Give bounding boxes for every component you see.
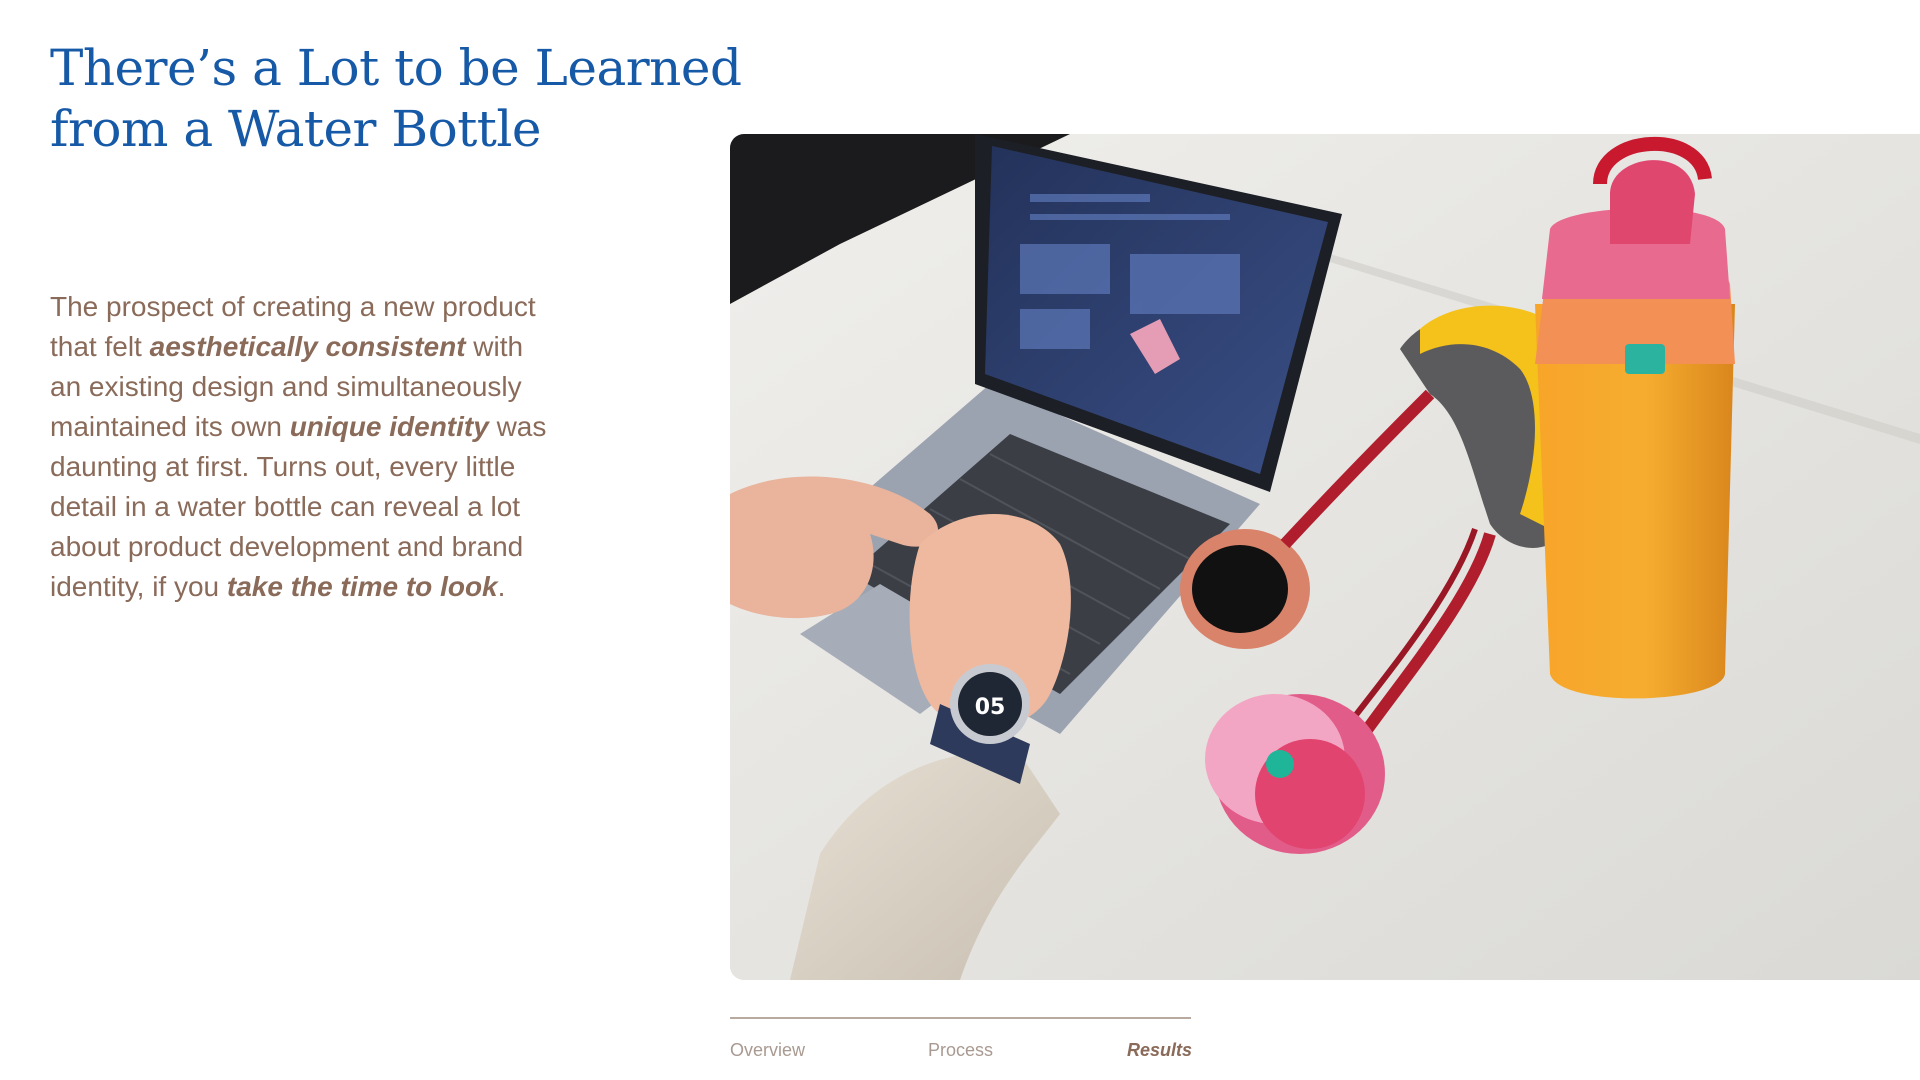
tab-process[interactable]: Process xyxy=(928,1040,994,1060)
product-photo xyxy=(730,134,1920,980)
intro-text-4: . xyxy=(497,571,506,602)
emphasis-aesthetically-consistent: aesthetically consistent xyxy=(149,331,466,362)
page-title-line-2: from a Water Bottle xyxy=(50,100,541,158)
intro-paragraph xyxy=(50,287,550,607)
bottle-cap-coral xyxy=(1180,529,1310,649)
page-title xyxy=(50,38,770,160)
tabs-divider xyxy=(730,1017,1191,1019)
tab-results[interactable]: Results xyxy=(1127,1040,1193,1060)
orange-water-bottle xyxy=(1535,144,1735,699)
page-title-line-1: There’s a Lot to be Learned xyxy=(50,39,742,97)
intro-text-1: The prospect of creating a new product that felt xyxy=(50,291,536,362)
product-photo-illustration xyxy=(730,134,1920,980)
tab-overview[interactable]: Overview xyxy=(730,1040,806,1060)
emphasis-unique-identity: unique identity xyxy=(289,411,489,442)
emphasis-take-the-time: take the time to look xyxy=(226,571,498,602)
intro-text-3: was daunting at first. Turns out, every little detail in a water bottle can reveal a lot about product development and brand identity, if you xyxy=(50,411,547,602)
intro-text-2: with an existing design and simultaneously maintained its own xyxy=(50,331,524,442)
watch-time: 05 xyxy=(974,695,1006,720)
